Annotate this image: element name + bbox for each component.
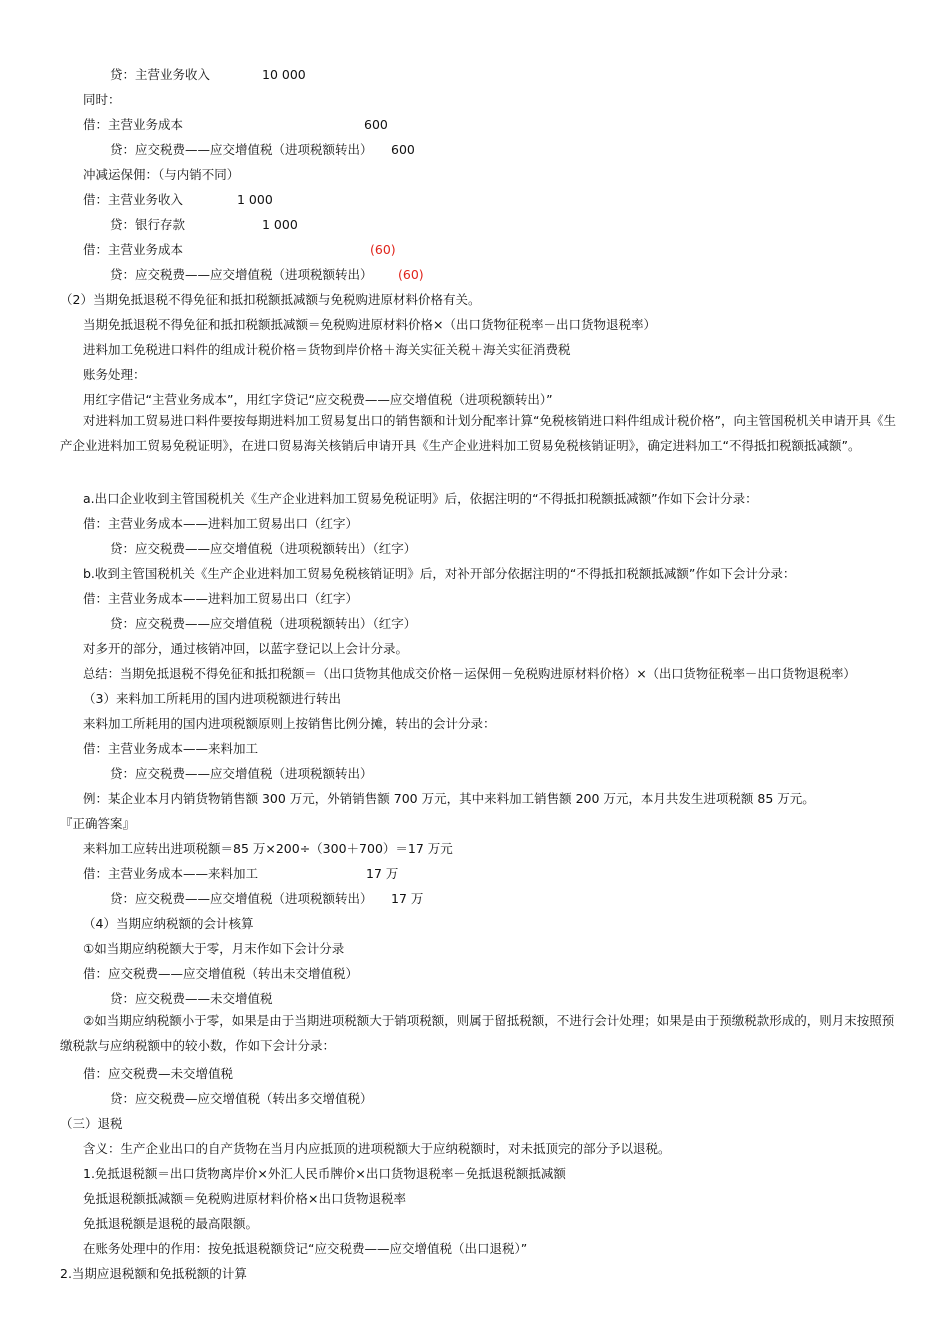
section-heading: 2.当期应退税额和免抵税额的计算 (60, 1266, 247, 1281)
journal-debit-line: 借：主营业务成本——来料加工 17 万 (83, 866, 399, 881)
text-line: 同时： (83, 92, 121, 107)
text-line: b.收到主管国税机关《生产企业进料加工贸易免税核销证明》后，对补开部分依据注明的“不得抵扣税额抵减额”作如下会计分录： (83, 566, 796, 581)
journal-credit-line: 贷：应交税费—应交增值税（转出多交增值税） (110, 1091, 373, 1106)
section-heading: （2）当期免抵退税不得免征和抵扣税额抵减额与免税购进原材料价格有关。 (60, 292, 481, 307)
journal-credit-line: 贷：应交税费——应交增值税（进项税额转出） 600 (110, 142, 415, 157)
formula-line: 总结：当期免抵退税不得免征和抵扣税额＝（出口货物其他成交价格－运保佣－免税购进原材料价格）×（出口货物征税率－出口货物退税率） (83, 667, 856, 681)
formula-line: 免抵退税额抵减额＝免税购进原材料价格×出口货物退税率 (83, 1191, 406, 1206)
journal-debit-line: 借：主营业务成本——来料加工 (83, 741, 259, 756)
example-line: 例：某企业本月内销货物销售额 300 万元，外销销售额 700 万元，其中来料加工销售额 200 万元，本月共发生进项税额 85 万元。 (83, 791, 815, 806)
answer-heading: 『正确答案』 (60, 816, 136, 831)
text-line: 免抵退税额是退税的最高限额。 (83, 1216, 259, 1231)
formula-line: 进料加工免税进口料件的组成计税价格＝货物到岸价格＋海关实征关税＋海关实征消费税 (83, 342, 571, 357)
text-line: 在账务处理中的作用：按免抵退税额贷记“应交税费——应交增值税（出口退税）” (83, 1241, 528, 1256)
formula-line: 来料加工应转出进项税额＝85 万×200÷（300＋700）＝17 万元 (83, 841, 453, 856)
section-heading: （三）退税 (60, 1116, 123, 1131)
journal-credit-line: 贷：应交税费——未交增值税 (110, 991, 273, 1006)
text-line: 对多开的部分，通过核销冲回，以蓝字登记以上会计分录。 (83, 641, 409, 656)
journal-debit-line: 借：应交税费—未交增值税 (83, 1066, 234, 1081)
section-heading: （3）来料加工所耗用的国内进项税额进行转出 (83, 691, 341, 706)
text-line: ①如当期应纳税额大于零，月末作如下会计分录 (83, 941, 345, 956)
red-amount: (60) (370, 242, 396, 257)
formula-line: 当期免抵退税不得免征和抵扣税额抵减额＝免税购进原材料价格×（出口货物征税率－出口货物退税率） (83, 317, 656, 332)
red-amount: (60) (398, 267, 424, 282)
text-line: a.出口企业收到主管国税机关《生产企业进料加工贸易免税证明》后，依据注明的“不得抵扣税额抵减额”作如下会计分录： (83, 491, 758, 506)
journal-credit-line: 贷：银行存款 1 000 (110, 217, 298, 232)
text-line: 账务处理： (83, 367, 146, 382)
journal-debit-line: 借：应交税费——应交增值税（转出未交增值税） (83, 966, 359, 981)
journal-credit-line: 贷：应交税费——应交增值税（进项税额转出） (60) (110, 267, 424, 282)
section-heading: （4）当期应纳税额的会计核算 (83, 916, 254, 931)
text-line: 来料加工所耗用的国内进项税额原则上按销售比例分摊，转出的会计分录： (83, 716, 496, 731)
journal-debit-line: 借：主营业务成本——进料加工贸易出口（红字） (83, 591, 359, 606)
journal-credit-line: 贷：主营业务收入 10 000 (110, 67, 306, 82)
paragraph: ②如当期应纳税额小于零，如果是由于当期进项税额大于销项税额，则属于留抵税额，不进行会计处理；如果是由于预缴税款形成的，则月末按照预缴税款与应纳税额中的较小数，作如下会计分录： (60, 1013, 895, 1053)
journal-debit-line: 借：主营业务成本 600 (83, 117, 388, 132)
journal-debit-line: 借：主营业务成本——进料加工贸易出口（红字） (83, 516, 359, 531)
text-line: 用红字借记“主营业务成本”，用红字贷记“应交税费——应交增值税（进项税额转出）” (83, 392, 553, 407)
journal-credit-line: 贷：应交税费——应交增值税（进项税额转出） (110, 766, 373, 781)
definition-line: 含义：生产企业出口的自产货物在当月内应抵顶的进项税额大于应纳税额时，对未抵顶完的部分予以退税。 (83, 1141, 671, 1156)
journal-credit-line: 贷：应交税费——应交增值税（进项税额转出）（红字） (110, 616, 417, 631)
text-line: 冲减运保佣：（与内销不同） (83, 167, 240, 182)
paragraph: 对进料加工贸易进口料件要按每期进料加工贸易复出口的销售额和计划分配率计算“免税核销进口料件组成计税价格”，向主管国税机关申请开具《生产企业进料加工贸易免税证明》，在进口贸易海关核销后申请开具《生产企业进料加工贸易免税核销证明》，确定进料加工“不得抵扣税额抵减额”。 (60, 413, 896, 453)
journal-credit-line: 贷：应交税费——应交增值税（进项税额转出） 17 万 (110, 891, 424, 906)
journal-debit-line: 借：主营业务收入 1 000 (83, 192, 273, 207)
journal-credit-line: 贷：应交税费——应交增值税（进项税额转出）（红字） (110, 541, 417, 556)
formula-line: 1.免抵退税额＝出口货物离岸价×外汇人民币牌价×出口货物退税率－免抵退税额抵减额 (83, 1166, 566, 1181)
journal-debit-line: 借：主营业务成本 (60) (83, 242, 396, 257)
